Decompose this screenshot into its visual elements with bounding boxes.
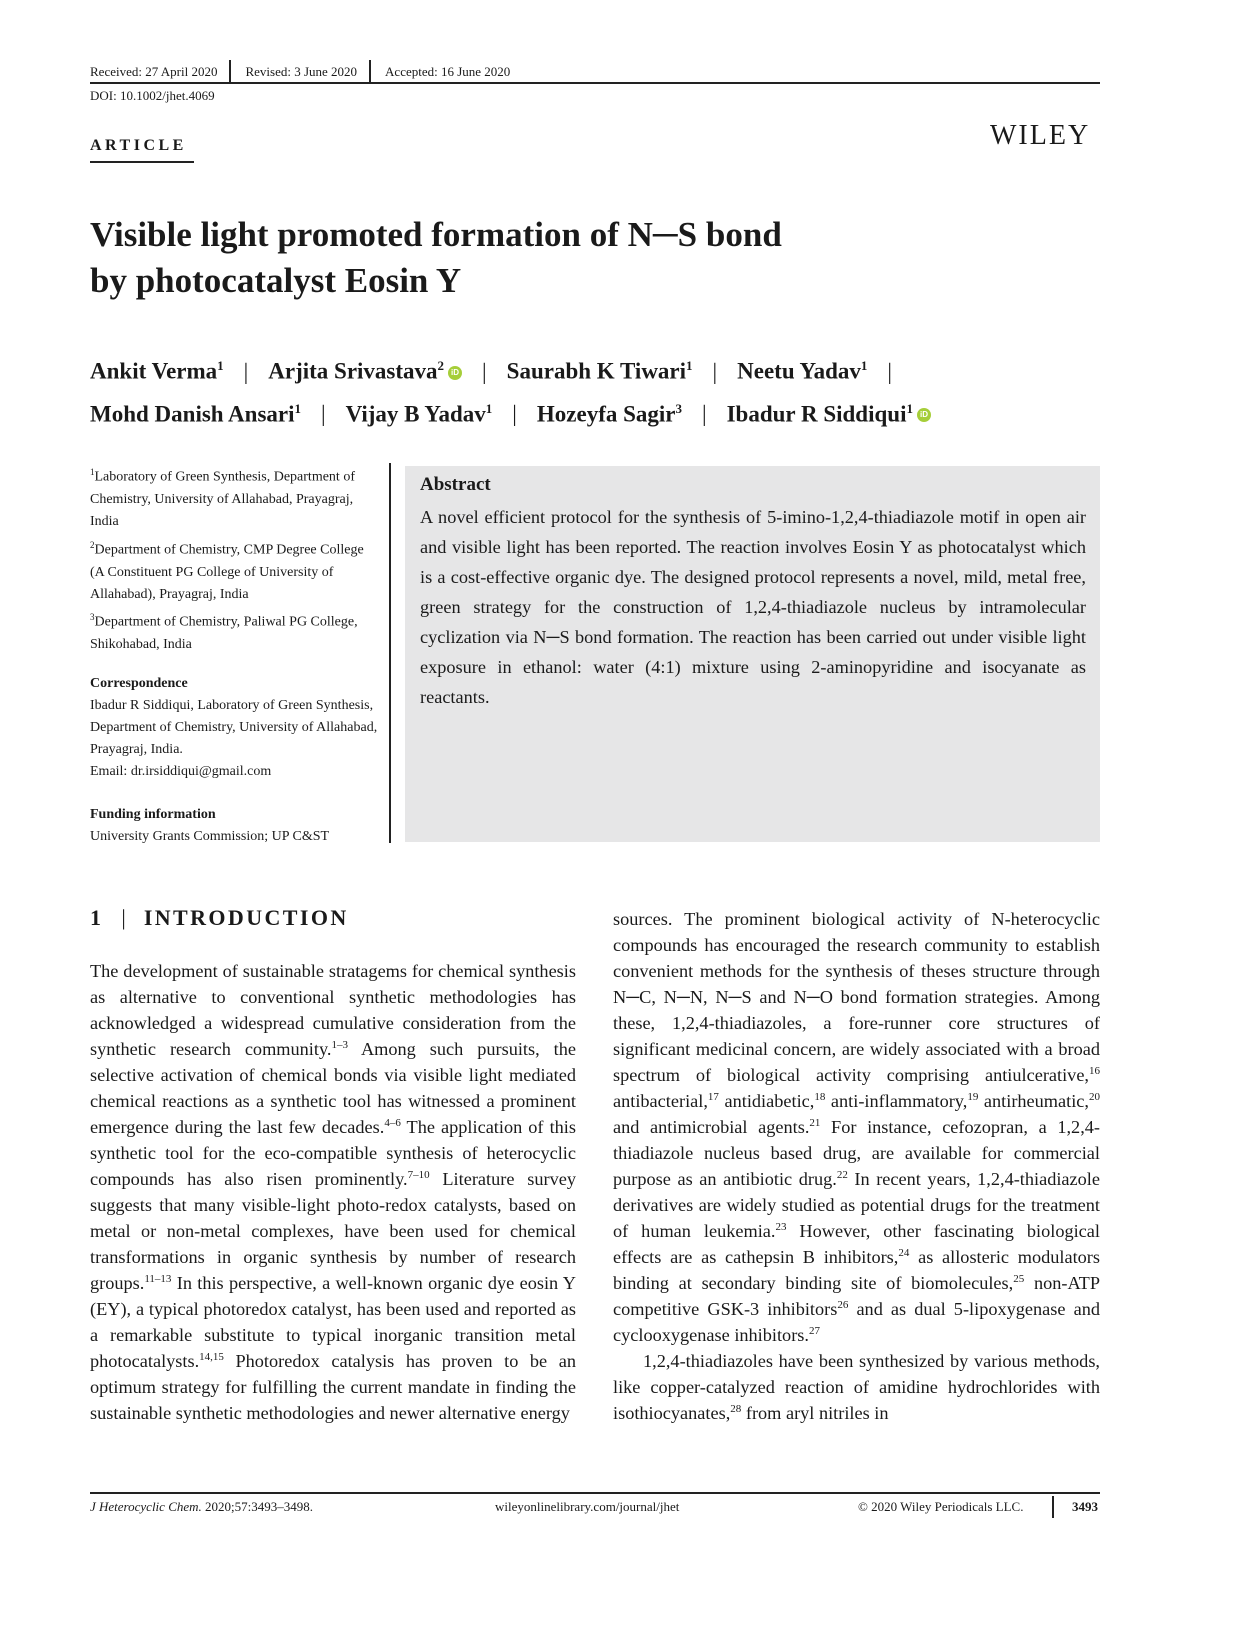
citation-reference[interactable]: 18 — [814, 1090, 826, 1103]
affiliation-text: Department of Chemistry, Paliwal PG College, Shikohabad, India — [90, 614, 358, 652]
text-run: The application of this synthetic tool for the eco-compatible synthesis of heterocyclic compounds has also risen prominently. — [90, 1117, 576, 1189]
correspondence-heading: Correspondence — [90, 676, 188, 691]
citation-reference[interactable]: 11–13 — [144, 1272, 172, 1285]
text-run: In recent years, 1,2,4-thiadiazole derivatives are widely studied as potential drugs for the treatment of human leukemia. — [613, 1169, 1100, 1241]
author-name[interactable]: Vijay B Yadav — [345, 401, 486, 427]
citation-reference[interactable]: 22 — [836, 1168, 848, 1181]
sidebar-divider — [389, 463, 391, 843]
journal-citation — [90, 1499, 313, 1515]
text-run: and as dual 5-lipoxygenase and cyclooxygenase inhibitors. — [613, 1299, 1100, 1345]
author-separator: | — [887, 358, 892, 384]
citation-reference[interactable]: 25 — [1013, 1272, 1025, 1285]
text-run: Among such pursuits, the selective activation of chemical bonds via visible light mediated chemical reactions as a synthetic tool has witnessed a prominent emergence during the last few decades. — [90, 1039, 576, 1137]
author-name[interactable]: Neetu Yadav — [737, 358, 861, 384]
text-run: anti-inflammatory, — [825, 1091, 968, 1111]
citation: 2020;57:3493–3498. — [201, 1499, 314, 1514]
affiliation-marker: 1 — [686, 358, 693, 373]
funding-text: University Grants Commission; UP C&ST — [90, 829, 330, 844]
text-run: and antimicrobial agents. — [613, 1117, 810, 1137]
affiliation-marker: 3 — [675, 400, 682, 416]
author-name[interactable]: Saurabh K Tiwari — [506, 358, 687, 384]
author-name[interactable]: Hozeyfa Sagir — [536, 401, 676, 427]
page-number: 3493 — [1072, 1499, 1098, 1514]
body-column-left — [90, 958, 576, 1426]
paragraph — [613, 906, 1100, 1348]
journal-url[interactable]: wileyonlinelibrary.com/journal/jhet — [495, 1499, 680, 1514]
doi[interactable]: DOI: 10.1002/jhet.4069 — [90, 88, 215, 103]
citation-reference[interactable]: 24 — [898, 1246, 910, 1259]
text-run: sources. The prominent biological activity of N-heterocyclic compounds has encouraged the research community to establish convenient methods for the synthesis of theses structure through N─C, N─N, N─S and N─O bond formation strategies. Among these, 1,2,4-thiadiazoles, a fore-runner core structures of significant medicinal concern, are widely associated with a broad spectrum of biological activity comprising antiulcerative, — [613, 909, 1100, 1085]
correspondence-text: Ibadur R Siddiqui, Laboratory of Green Synthesis, Department of Chemistry, University of Allahabad, Prayagraj, India. — [90, 698, 378, 757]
affiliation-number: 3 — [90, 612, 95, 622]
citation-reference[interactable]: 17 — [707, 1090, 719, 1103]
text-run: as allosteric modulators binding at secondary binding site of biomolecules, — [613, 1247, 1100, 1293]
affiliation-marker: 1 — [485, 400, 493, 416]
section-heading — [90, 905, 349, 931]
publisher-logo: WILEY — [990, 120, 1091, 151]
header-rule — [90, 82, 1100, 84]
footer-rule — [90, 1492, 1100, 1494]
title-line: Visible light promoted formation of N─S bond — [90, 215, 782, 254]
author-separator: | — [512, 401, 517, 427]
text-run: However, other fascinating biological effects are as cathepsin B inhibitors, — [613, 1221, 1100, 1267]
citation-reference[interactable]: 26 — [837, 1298, 849, 1311]
accepted-date: Accepted: 16 June 2020 — [385, 64, 511, 79]
affiliation — [90, 461, 380, 533]
orcid-icon[interactable]: iD — [917, 408, 931, 422]
author-separator: | — [702, 401, 707, 427]
citation-reference[interactable]: 28 — [730, 1402, 742, 1415]
divider — [229, 60, 231, 84]
divider — [369, 60, 371, 84]
paragraph — [613, 1348, 1100, 1426]
author-separator: | — [712, 358, 718, 384]
citation-reference[interactable]: 27 — [808, 1324, 820, 1337]
citation-reference[interactable]: 7–10 — [407, 1168, 430, 1181]
citation-reference[interactable]: 21 — [809, 1116, 821, 1129]
citation-reference[interactable]: 14,15 — [199, 1350, 224, 1363]
affiliation-marker: 1 — [906, 400, 913, 416]
affiliation-text: Department of Chemistry, CMP Degree College (A Constituent PG College of University of Allahabad), Prayagraj, India — [90, 542, 364, 602]
correspondence-email[interactable]: Email: dr.irsiddiqui@gmail.com — [90, 764, 272, 779]
text-run: 1,2,4-thiadiazoles have been synthesized by various methods, like copper-catalyzed reaction of amidine hydrochlorides with isothiocyanates, — [613, 1351, 1100, 1423]
affiliation-marker: 1 — [217, 358, 224, 373]
abstract-text: A novel efficient protocol for the synthesis of 5-imino-1,2,4-thiadiazole motif in open air and visible light has been reported. The reaction involves Eosin Y as photocatalyst which is a cost-effective organic dye. The designed protocol represents a novel, mild, metal free, green strategy for the construction of 1,2,4-thiadiazole nucleus by intramolecular cyclization via N─S bond formation. The reaction has been carried out under visible light exposure in ethanol: water (4:1) mixture using 2-aminopyridine and isocyanate as reactants. — [420, 507, 1086, 707]
affiliation-marker: 1 — [294, 400, 302, 416]
author-line — [90, 347, 1100, 390]
received-date: Received: 27 April 2020 — [90, 64, 218, 79]
author-name[interactable]: Arjita Srivastava — [268, 358, 438, 384]
text-run: antirheumatic, — [978, 1091, 1089, 1111]
text-run: non-ATP competitive GSK-3 inhibitors — [613, 1273, 1100, 1319]
author-separator: | — [482, 358, 487, 384]
citation-reference[interactable]: 23 — [775, 1220, 787, 1233]
article-type-label: ARTICLE — [90, 137, 187, 154]
text-run: For instance, cefozopran, a 1,2,4-thiadiazole nucleus based drug, are available for commercial purpose as an antibiotic drug. — [613, 1117, 1100, 1189]
paper-title — [90, 212, 990, 304]
text-run: In this perspective, a well-known organic dye eosin Y (EY), a typical photoredox catalyst, has been used and reported as a remarkable substitute to typical inorganic transition metal photocatalysts. — [90, 1273, 576, 1371]
copyright: © 2020 Wiley Periodicals LLC. — [858, 1499, 1024, 1514]
author-separator: | — [321, 401, 326, 427]
author-list — [90, 347, 1100, 432]
text-run: Literature survey suggests that many visible-light photo-redox catalysts, based on metal or non-metal complexes, have been used for chemical transformations in organic synthesis by number of research groups. — [90, 1169, 576, 1293]
publication-dates — [90, 60, 1100, 84]
citation-reference[interactable]: 20 — [1089, 1090, 1100, 1103]
section-separator: | — [121, 905, 126, 930]
funding-information — [90, 804, 382, 848]
author-name[interactable]: Ankit Verma — [90, 358, 218, 384]
affiliation-marker: 2 — [437, 358, 445, 373]
abstract-heading: Abstract — [420, 474, 491, 495]
affiliation — [90, 606, 380, 656]
correspondence — [90, 673, 382, 783]
citation-reference[interactable]: 16 — [1089, 1064, 1100, 1077]
paragraph — [90, 958, 576, 1426]
journal-name: J Heterocyclic Chem. — [90, 1499, 202, 1514]
text-run: The development of sustainable stratagems for chemical synthesis as alternative to conventional synthetic methodologies has acknowledged a widespread cumulative consideration from the synthetic research community. — [90, 961, 576, 1059]
text-run: antibacterial, — [613, 1091, 708, 1111]
section-title: INTRODUCTION — [143, 905, 349, 930]
citation-reference[interactable]: 4–6 — [384, 1116, 401, 1129]
author-line — [90, 390, 1100, 433]
affiliation-number: 2 — [90, 540, 95, 550]
text-run: antidiabetic, — [718, 1091, 815, 1111]
text-run: from aryl nitriles in — [741, 1403, 889, 1423]
title-line: by photocatalyst Eosin Y — [90, 261, 462, 300]
author-separator: | — [243, 358, 249, 384]
citation-reference[interactable]: 19 — [967, 1090, 979, 1103]
article-label-underline — [90, 161, 194, 163]
funding-heading: Funding information — [90, 807, 216, 822]
author-name[interactable]: Mohd Danish Ansari — [90, 401, 295, 427]
affiliation-marker: 1 — [860, 358, 868, 373]
footer-divider — [1052, 1496, 1054, 1518]
section-number: 1 — [90, 905, 104, 930]
author-name[interactable]: Ibadur R Siddiqui — [726, 401, 907, 427]
body-column-right — [613, 906, 1100, 1426]
affiliation — [90, 534, 380, 606]
affiliation-number: 1 — [90, 467, 95, 477]
revised-date: Revised: 3 June 2020 — [245, 64, 358, 79]
orcid-icon[interactable]: iD — [448, 366, 462, 380]
affiliation-text: Laboratory of Green Synthesis, Department of Chemistry, University of Allahabad, Prayagraj, India — [90, 469, 355, 529]
text-run: Photoredox catalysis has proven to be an optimum strategy for fulfilling the current mandate in finding the sustainable synthetic methodologies and newer alternative energy — [90, 1351, 576, 1423]
citation-reference[interactable]: 1–3 — [331, 1038, 348, 1051]
